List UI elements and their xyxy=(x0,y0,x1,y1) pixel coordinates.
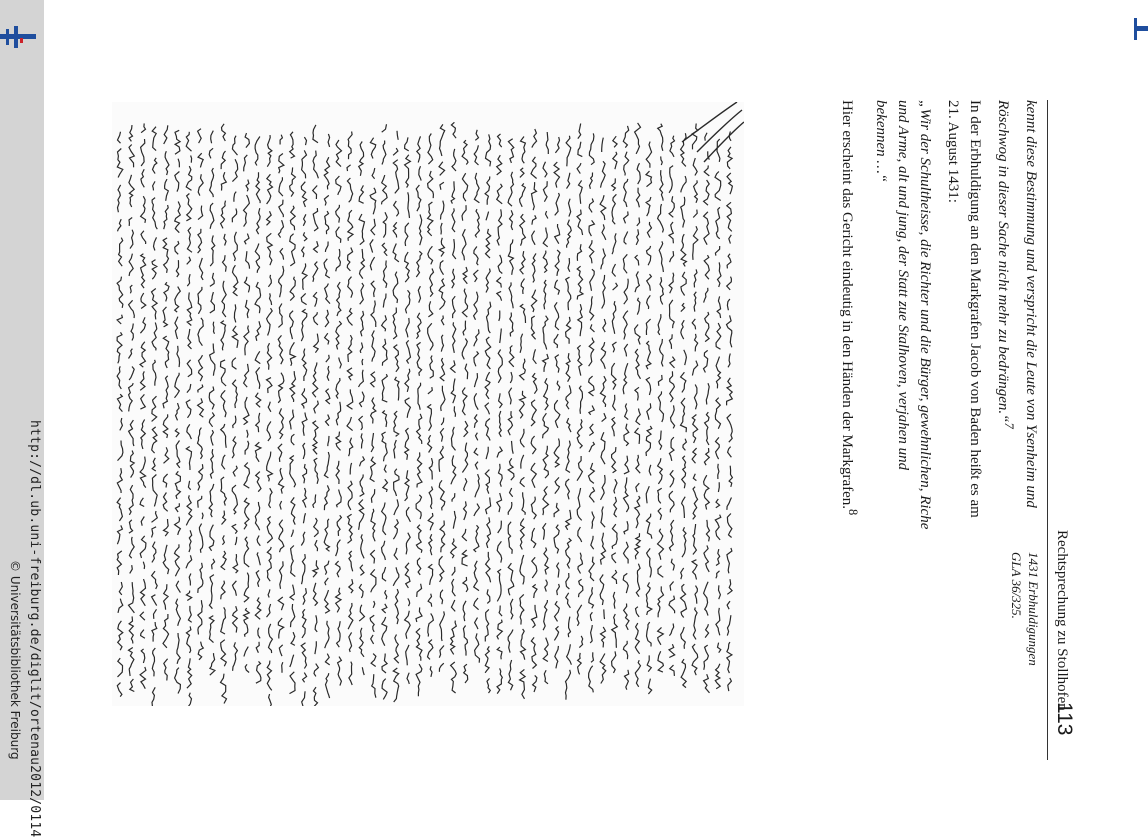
source-url[interactable]: http://dl.ub.uni-freiburg.de/diglit/ortenau2012/0114 xyxy=(27,420,42,837)
body-text xyxy=(830,100,1042,530)
library-logo-right-icon xyxy=(1128,18,1148,40)
margin-note-title: 1431 Erbhuldigungen xyxy=(1026,552,1041,666)
paragraph-1: kennt diese Bestimmung und verspricht die Leute von Ysenheim und Röschwog in dieser Sache nicht mehr zu bedrängen.“$^7$ xyxy=(995,100,1039,508)
footnote-ref-7: 7 xyxy=(1002,422,1016,429)
side-strip xyxy=(0,0,44,837)
margin-note-source: GLA 36/325. xyxy=(1009,552,1024,619)
manuscript-image xyxy=(112,102,744,706)
page-number: 113 xyxy=(1053,702,1076,736)
side-strip-text xyxy=(0,0,44,837)
paragraph-3: Hier erscheint das Gericht eindeutig in den Händen der Markgrafen.$^8$ xyxy=(839,100,860,516)
paragraph-2: In der Erbhuldigung an den Markgrafen Jacob von Baden heißt es am 21. August 1431: xyxy=(945,100,983,518)
header-rule xyxy=(1047,100,1048,760)
running-head: Rechtsprechung zu Stollhofen xyxy=(1054,530,1070,711)
library-logo-icon xyxy=(0,26,36,48)
margin-note xyxy=(1008,552,1042,682)
page-text xyxy=(778,100,1078,760)
footnote-ref-8: 8 xyxy=(846,509,860,516)
copyright-notice: © Universitätsbibliothek Freiburg xyxy=(8,560,22,760)
quote-paragraph: „Wir der Schultheisse, die Richter und die Bürger, gewehnlichen, Riche und Arme, alt und jung, der Statt zue Stalhoven, verjahen und bekennen …“ xyxy=(873,100,933,530)
